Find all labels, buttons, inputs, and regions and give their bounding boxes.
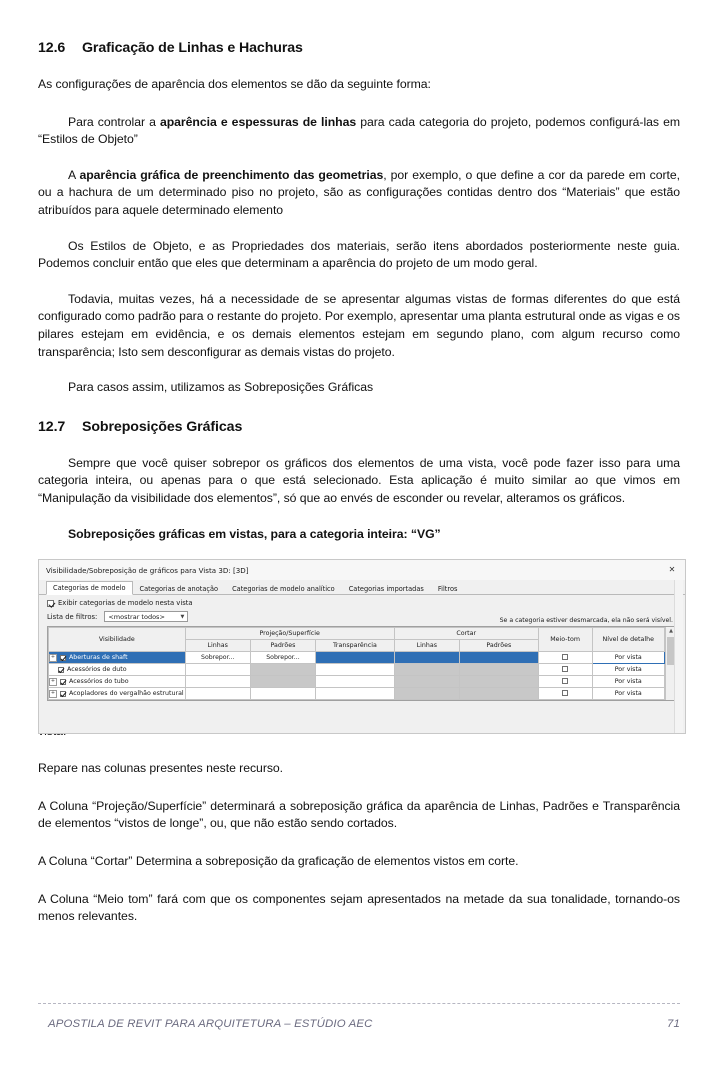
tab-filtros[interactable]: Filtros (437, 585, 458, 594)
row-visibility-checkbox[interactable] (60, 655, 66, 661)
header-projecao-transparencia: Transparência (316, 640, 395, 652)
heading-12-6 (38, 40, 680, 56)
expand-icon[interactable]: + (50, 653, 56, 660)
revit-vg-dialog-screenshot (36, 557, 692, 698)
row-visibility-checkbox[interactable] (58, 667, 64, 673)
cell-cut-patterns (459, 676, 538, 688)
expand-icon[interactable]: + (50, 677, 56, 684)
heading-12-7-title: Sobreposições Gráficas (82, 418, 243, 435)
show-categories-checkbox[interactable] (47, 600, 54, 607)
cell-halftone[interactable] (538, 676, 592, 688)
row-visibility-checkbox[interactable] (60, 691, 66, 697)
cell-detail-level[interactable] (592, 664, 665, 676)
cell-projection-patterns (250, 664, 315, 676)
paragraph-estilos-objeto: Os Estilos de Objeto, e as Propriedades dos materiais, serão itens abordados posteriormente neste guia. Podemos concluir então que eles que determinam a aparência do projeto de um modo geral. (38, 238, 680, 271)
detail-level-value: Por vista (614, 690, 642, 698)
paragraph-todavia: Todavia, muitas vezes, há a necessidade de se apresentar algumas vistas de formas diferentes do que está configurado como padrão para o restante do projeto. Por exemplo, apresentar uma planta estrutural onde as vigas e os pilares estejam em evidência, e os demais elementos estejam em segundo plano, com algum recurso como transparência; Isto sem desconfigurar as demais vistas do projeto. (38, 291, 680, 359)
text-p2-a: A (68, 167, 80, 182)
heading-12-6-title: Graficação de Linhas e Hachuras (82, 40, 303, 56)
cell-cut-lines (394, 676, 459, 688)
dialog-outer-scrollbar[interactable] (674, 580, 683, 733)
cell-projection-transparency[interactable] (316, 688, 395, 700)
paragraph-repare-colunas: Repare nas colunas presentes neste recurso. (38, 761, 284, 776)
cell-cut-lines (394, 688, 459, 700)
page-number: 71 (667, 1018, 680, 1030)
table-row[interactable] (49, 676, 665, 688)
row-category-name: Acopladores do vergalhão estrutural (69, 690, 184, 698)
show-categories-label: Exibir categorias de modelo nesta vista (58, 599, 193, 608)
cell-projection-lines[interactable] (185, 688, 250, 700)
detail-level-value: Por vista (614, 678, 642, 686)
document-page (0, 40, 718, 1066)
close-icon[interactable]: ✕ (668, 565, 676, 575)
paragraph-sobrepor-graficos: Sempre que você quiser sobrepor os gráficos dos elementos de uma vista, você pode fazer isso para uma categoria inteira, ou apenas para o que está selecionado. Esta aplicação é muito similar ao que vimos em “Manipulação da visibilidade dos elementos”, só que ao envés de esconder ou revelar, alteramos os gráficos. (38, 455, 680, 505)
cell-projection-patterns[interactable] (250, 688, 315, 700)
halftone-checkbox[interactable] (562, 654, 568, 660)
heading-12-6-number: 12.6 (38, 40, 66, 56)
subheading-vg-text: Sobreposições gráficas em vistas, para a categoria inteira: “VG” (68, 526, 441, 541)
header-cortar-padroes: Padrões (459, 640, 538, 652)
header-meio-tom: Meio-tom (538, 628, 592, 652)
detail-level-value: Por vista (614, 666, 642, 674)
categories-table (48, 627, 665, 700)
paragraph-subheading-vg (38, 526, 680, 544)
cell-halftone[interactable] (538, 652, 592, 664)
paragraph-casos-assim: Para casos assim, utilizamos as Sobreposições Gráficas (68, 380, 374, 395)
detail-level-value: Por vista (614, 654, 642, 662)
heading-12-7-number: 12.7 (38, 418, 66, 435)
row-visibility-cell[interactable] (49, 676, 186, 688)
cell-projection-lines[interactable] (185, 676, 250, 688)
text-p1-a: Para controlar a (68, 114, 160, 129)
cell-cut-patterns[interactable] (459, 652, 538, 664)
text-p1-c: para cada categoria do projeto, podemos configurá-las em “Estilos de Objeto” (38, 114, 680, 147)
row-visibility-cell[interactable] (49, 688, 186, 700)
cell-detail-level[interactable] (592, 688, 665, 700)
header-visibilidade: Visibilidade (49, 628, 186, 652)
cell-halftone[interactable] (538, 688, 592, 700)
row-category-name: Acessórios de duto (67, 666, 127, 674)
cell-cut-patterns (459, 688, 538, 700)
row-category-name: Acessórios do tubo (69, 678, 129, 686)
expand-icon[interactable]: + (50, 689, 56, 696)
expand-icon (49, 667, 55, 673)
header-nivel-de-detalhe: Nível de detalhe (592, 628, 665, 652)
paragraph-preenchimento (38, 167, 680, 220)
table-row[interactable] (49, 652, 665, 664)
footer-divider (38, 1003, 680, 1004)
tab-categorias-de-modelo[interactable]: Categorias de modelo (46, 581, 133, 595)
paragraph-linhas (38, 114, 680, 149)
visibility-graphics-dialog (38, 559, 686, 734)
dialog-body (39, 595, 685, 701)
paragraph-coluna-meio-tom: A Coluna “Meio tom” fará com que os componentes sejam apresentados na metade da sua tonalidade, tornando-os menos relevantes. (38, 891, 680, 924)
cell-cut-lines[interactable] (394, 652, 459, 664)
scroll-up-arrow-icon[interactable]: ▲ (666, 627, 676, 636)
row-visibility-cell[interactable] (49, 652, 186, 664)
heading-12-7 (38, 419, 680, 435)
cell-projection-patterns[interactable] (250, 652, 315, 664)
halftone-checkbox[interactable] (562, 678, 568, 684)
dialog-titlebar (39, 560, 685, 580)
text-p1-bold: aparência e espessuras de linhas (159, 114, 357, 129)
cell-cut-patterns (459, 664, 538, 676)
filter-list-value: <mostrar todos> (108, 612, 165, 621)
paragraph-intro: As configurações de aparência dos elementos se dão da seguinte forma: (38, 77, 431, 91)
header-cortar: Cortar (394, 628, 538, 640)
cell-detail-level[interactable] (592, 676, 665, 688)
header-projecao-padroes: Padrões (250, 640, 315, 652)
cell-projection-patterns (250, 676, 315, 688)
dialog-tabstrip (39, 580, 685, 595)
paragraph-coluna-projecao: A Coluna “Projeção/Superfície” determinará a sobreposição gráfica da aparência de Linhas, Padrões e Transparência de elementos “vistos de longe”, ou, que não estão sendo cortados. (38, 798, 680, 831)
filter-list-select[interactable] (104, 611, 188, 622)
header-cortar-linhas: Linhas (394, 640, 459, 652)
header-projecao-superficie: Projeção/Superfície (185, 628, 394, 640)
filter-list-label: Lista de filtros: (47, 612, 98, 621)
paragraph-coluna-cortar: A Coluna “Cortar” Determina a sobreposição da graficação de elementos vistos em corte. (38, 854, 519, 869)
text-p2-c: , por exemplo, o que define a cor da parede em corte, ou a hachura de um determinado piso no projeto, são as configurações contidas dentro dos “Materiais” que estão atribuídos para aquele determinado elemento (38, 167, 680, 217)
table-header-group-row (49, 628, 665, 640)
override-button[interactable]: Sobrepor... (201, 654, 235, 662)
cell-projection-lines[interactable] (185, 664, 250, 676)
cell-projection-transparency[interactable] (316, 664, 395, 676)
cell-projection-lines[interactable] (185, 652, 250, 664)
footer-title: APOSTILA DE REVIT PARA ARQUITETURA – ESTÚDIO AEC (48, 1018, 373, 1030)
text-p2-bold: aparência gráfica de preenchimento das geometrias (79, 167, 384, 182)
categories-grid (47, 626, 677, 701)
tab-categorias-de-anotacao[interactable]: Categorias de anotação (139, 585, 219, 594)
category-hint-text: Se a categoria estiver desmarcada, ela não será visível. (499, 617, 673, 625)
table-row[interactable] (49, 664, 665, 676)
row-category-name: Aberturas de shaft (69, 654, 128, 662)
row-visibility-checkbox[interactable] (60, 679, 66, 685)
tab-categorias-importadas[interactable]: Categorias importadas (348, 585, 424, 594)
row-visibility-cell[interactable] (49, 664, 186, 676)
header-projecao-linhas: Linhas (185, 640, 250, 652)
override-button[interactable]: Sobrepor... (266, 654, 300, 662)
table-row[interactable] (49, 688, 665, 700)
cell-cut-lines (394, 664, 459, 676)
halftone-checkbox[interactable] (562, 690, 568, 696)
cell-halftone[interactable] (538, 664, 592, 676)
halftone-checkbox[interactable] (562, 666, 568, 672)
page-footer (38, 1003, 680, 1030)
dialog-title: Visibilidade/Sobreposição de gráficos para Vista 3D: [3D] (46, 565, 249, 575)
cell-projection-transparency[interactable] (316, 676, 395, 688)
cell-detail-level[interactable] (592, 652, 665, 664)
cell-projection-transparency[interactable] (316, 652, 395, 664)
chevron-down-icon: ▼ (180, 613, 185, 620)
tab-categorias-de-modelo-analitico[interactable]: Categorias de modelo analítico (232, 585, 335, 594)
show-categories-row[interactable] (47, 599, 677, 607)
